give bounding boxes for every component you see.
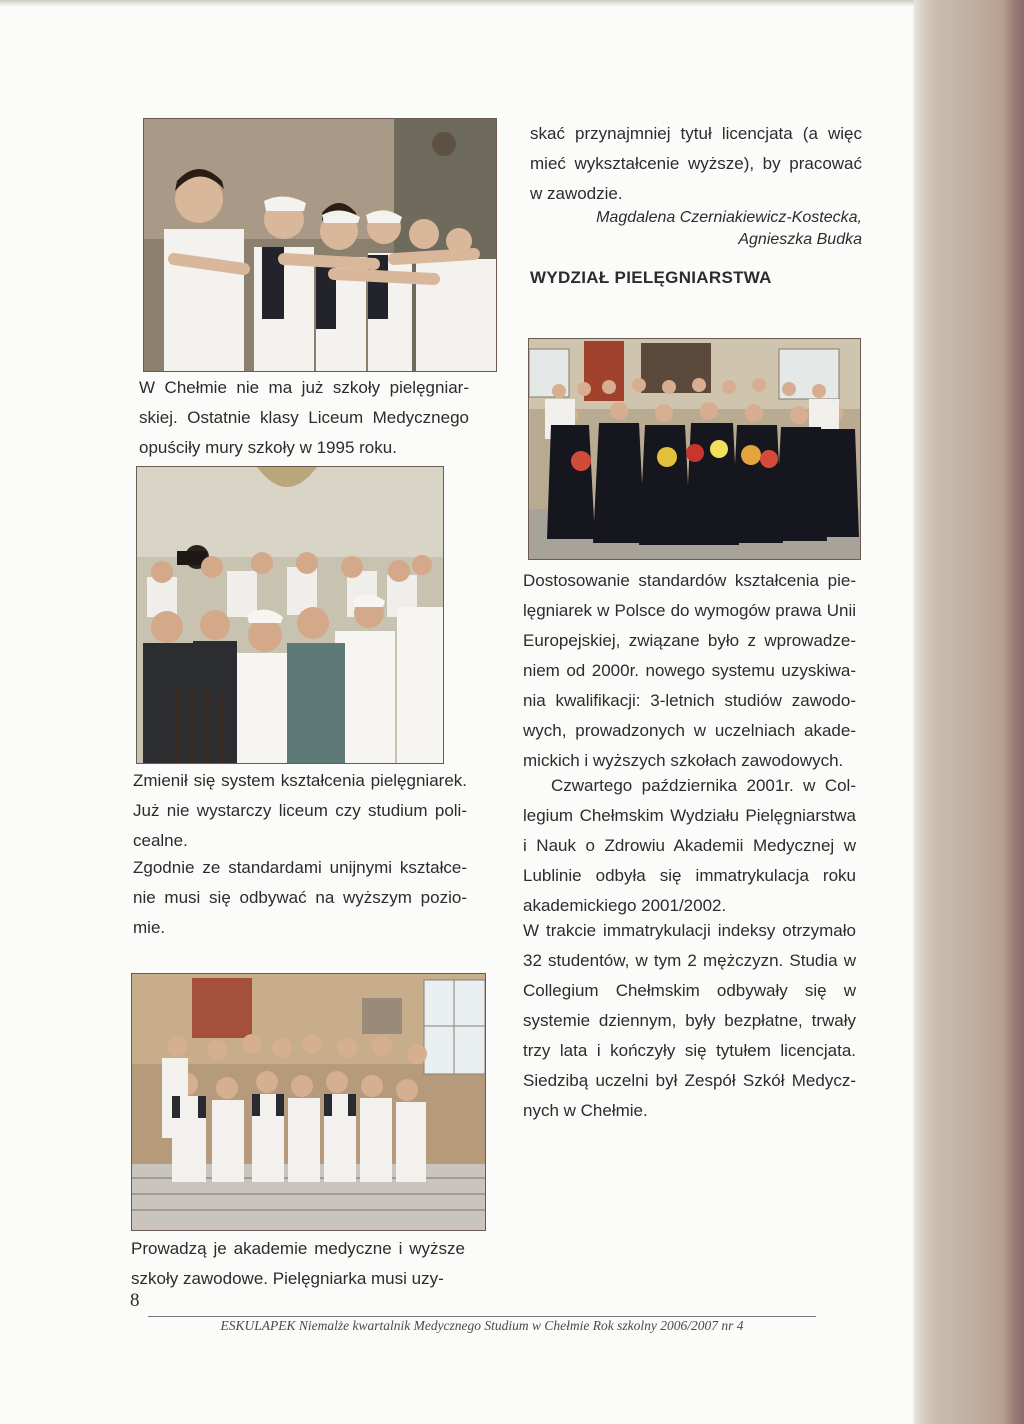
author-line-2: Agnieszka Budka [738,231,862,248]
author-line-1: Magdalena Czerniakiewicz-Kostecka, [596,209,862,226]
running-footer-title: ESKULAPEK Niemalże kwartalnik Medycznego Studium w Chełmie Rok szkolny 2006/2007 nr 4 [220,1318,744,1333]
continuation-paragraph: skać przynajmniej tytuł licencjata (a więc mieć wykształcenie wyższe), by pracować w zawodzie. [530,124,862,203]
scan-right-edge [914,0,1024,1424]
paragraph-eu-standards: Zgodnie ze standardami unijnymi kształce-nie musi się odbywać na wyższym pozio-mie. [133,858,467,937]
caption-school-closed: W Chełmie nie ma już szkoły pielęgniar-skiej. Ostatnie klasy Liceum Medycznego opuściły mury szkoły w 1995 roku. [139,378,469,457]
photo-immatriculation-group [528,338,861,560]
photo-group-in-uniforms [131,973,486,1231]
paragraph-academies: Prowadzą je akademie medyczne i wyższe szkoły zawodowe. Pielęgniarka musi uzy- [131,1239,465,1288]
photo-seated-audience [136,466,444,764]
paragraph-system-changed: Zmienił się system kształcenia pielęgniarek. Już nie wystarczy liceum czy studium poli-cealne. [133,771,467,850]
paragraph-standards-adaptation: Dostosowanie standardów kształcenia pie-lęgniarek w Polsce do wymogów prawa Unii Europejskiej, związane było z wprowadze-niem od 2000r. nowego systemu uzyskiwa-nia kwalifikacji: 3-letnich studiów zawodo-wych, prowadzonych w uczelniach akade-mickich i wyższych szkołach zawodowych. [523,571,856,770]
section-heading: WYDZIAŁ PIELĘGNIARSTWA [530,268,772,287]
photo-oath-ceremony [143,118,497,372]
page-number: 8 [130,1290,140,1311]
paragraph-students-info: W trakcie immatrykulacji indeksy otrzymało 32 studentów, w tym 2 mężczyzn. Studia w Collegium Chełmskim odbywały się w systemie dziennym, były bezpłatne, trwały trzy lata i kończyły się tytułem licencjata. Siedzibą uczelni był Zespół Szkół Medycz-nych w Chełmie. [523,921,856,1120]
scan-top-edge [0,0,1024,6]
footer-rule [148,1316,816,1317]
paragraph-immatriculation: Czwartego października 2001r. w Col-legium Chełmskim Wydziału Pielęgniarstwa i Nauk o Zdrowiu Akademii Medycznej w Lublinie odbyła się immatrykulacja roku akademickiego 2001/2002. [523,776,856,915]
